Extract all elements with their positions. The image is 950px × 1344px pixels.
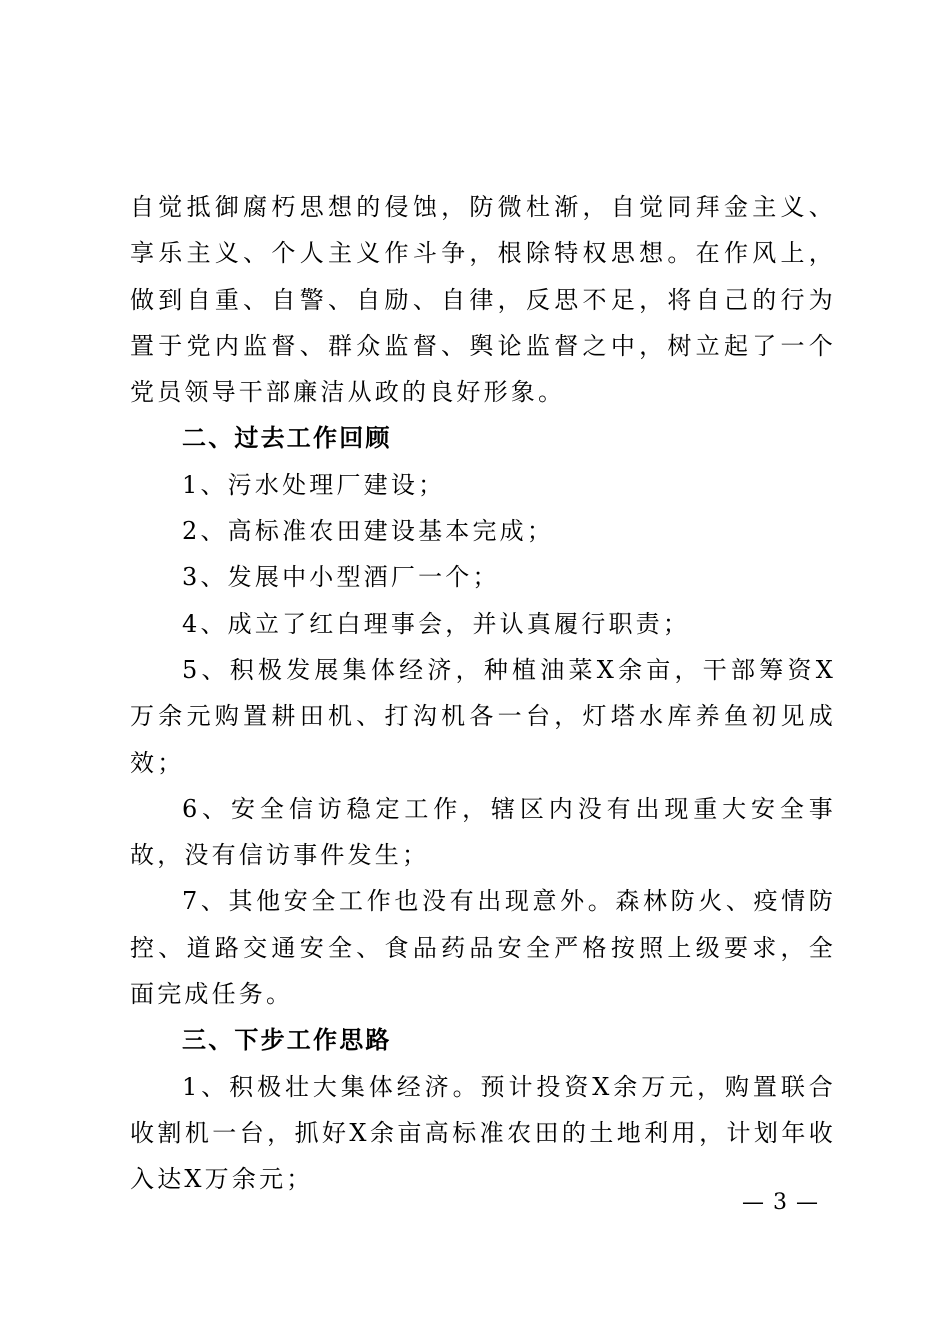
list-item-council: 4、成立了红白理事会，并认真履行职责； (182, 609, 691, 638)
document-body (130, 184, 836, 1203)
list-item-safety-petition: 6、安全信访稳定工作，辖区内没有出现重大安全事故，没有信访事件发生； (130, 794, 836, 870)
section-heading-next-steps: 三、下步工作思路 (182, 1026, 392, 1055)
list-item-winery: 3、发展中小型酒厂一个； (182, 563, 500, 592)
page-number: — 3 — (742, 1190, 819, 1215)
list-item-other-safety: 7、其他安全工作也没有出现意外。森林防火、疫情防控、道路交通安全、食品药品安全严格按照上级要求，全面完成任务。 (130, 887, 836, 1009)
paragraph-anti-corruption: 自觉抵御腐朽思想的侵蚀，防微杜渐，自觉同拜金主义、享乐主义、个人主义作斗争，根除特权思想。在作风上，做到自重、自警、自励、自律，反思不足，将自己的行为置于党内监督、群众监督、舆论监督之中，树立起了一个党员领导干部廉洁从政的良好形象。 (130, 193, 836, 407)
section-heading-past-work-review: 二、过去工作回顾 (182, 424, 392, 453)
list-item-collective-economy: 5、积极发展集体经济，种植油菜X余亩，干部筹资X万余元购置耕田机、打沟机各一台，灯塔水库养鱼初见成效； (130, 655, 836, 777)
list-item-strengthen-economy: 1、积极壮大集体经济。预计投资X余万元，购置联合收割机一台，抓好X余亩高标准农田的土地利用，计划年收入达X万余元； (130, 1072, 836, 1194)
list-item-sewage-plant: 1、污水处理厂建设； (182, 470, 446, 499)
list-item-farmland: 2、高标准农田建设基本完成； (182, 517, 555, 546)
